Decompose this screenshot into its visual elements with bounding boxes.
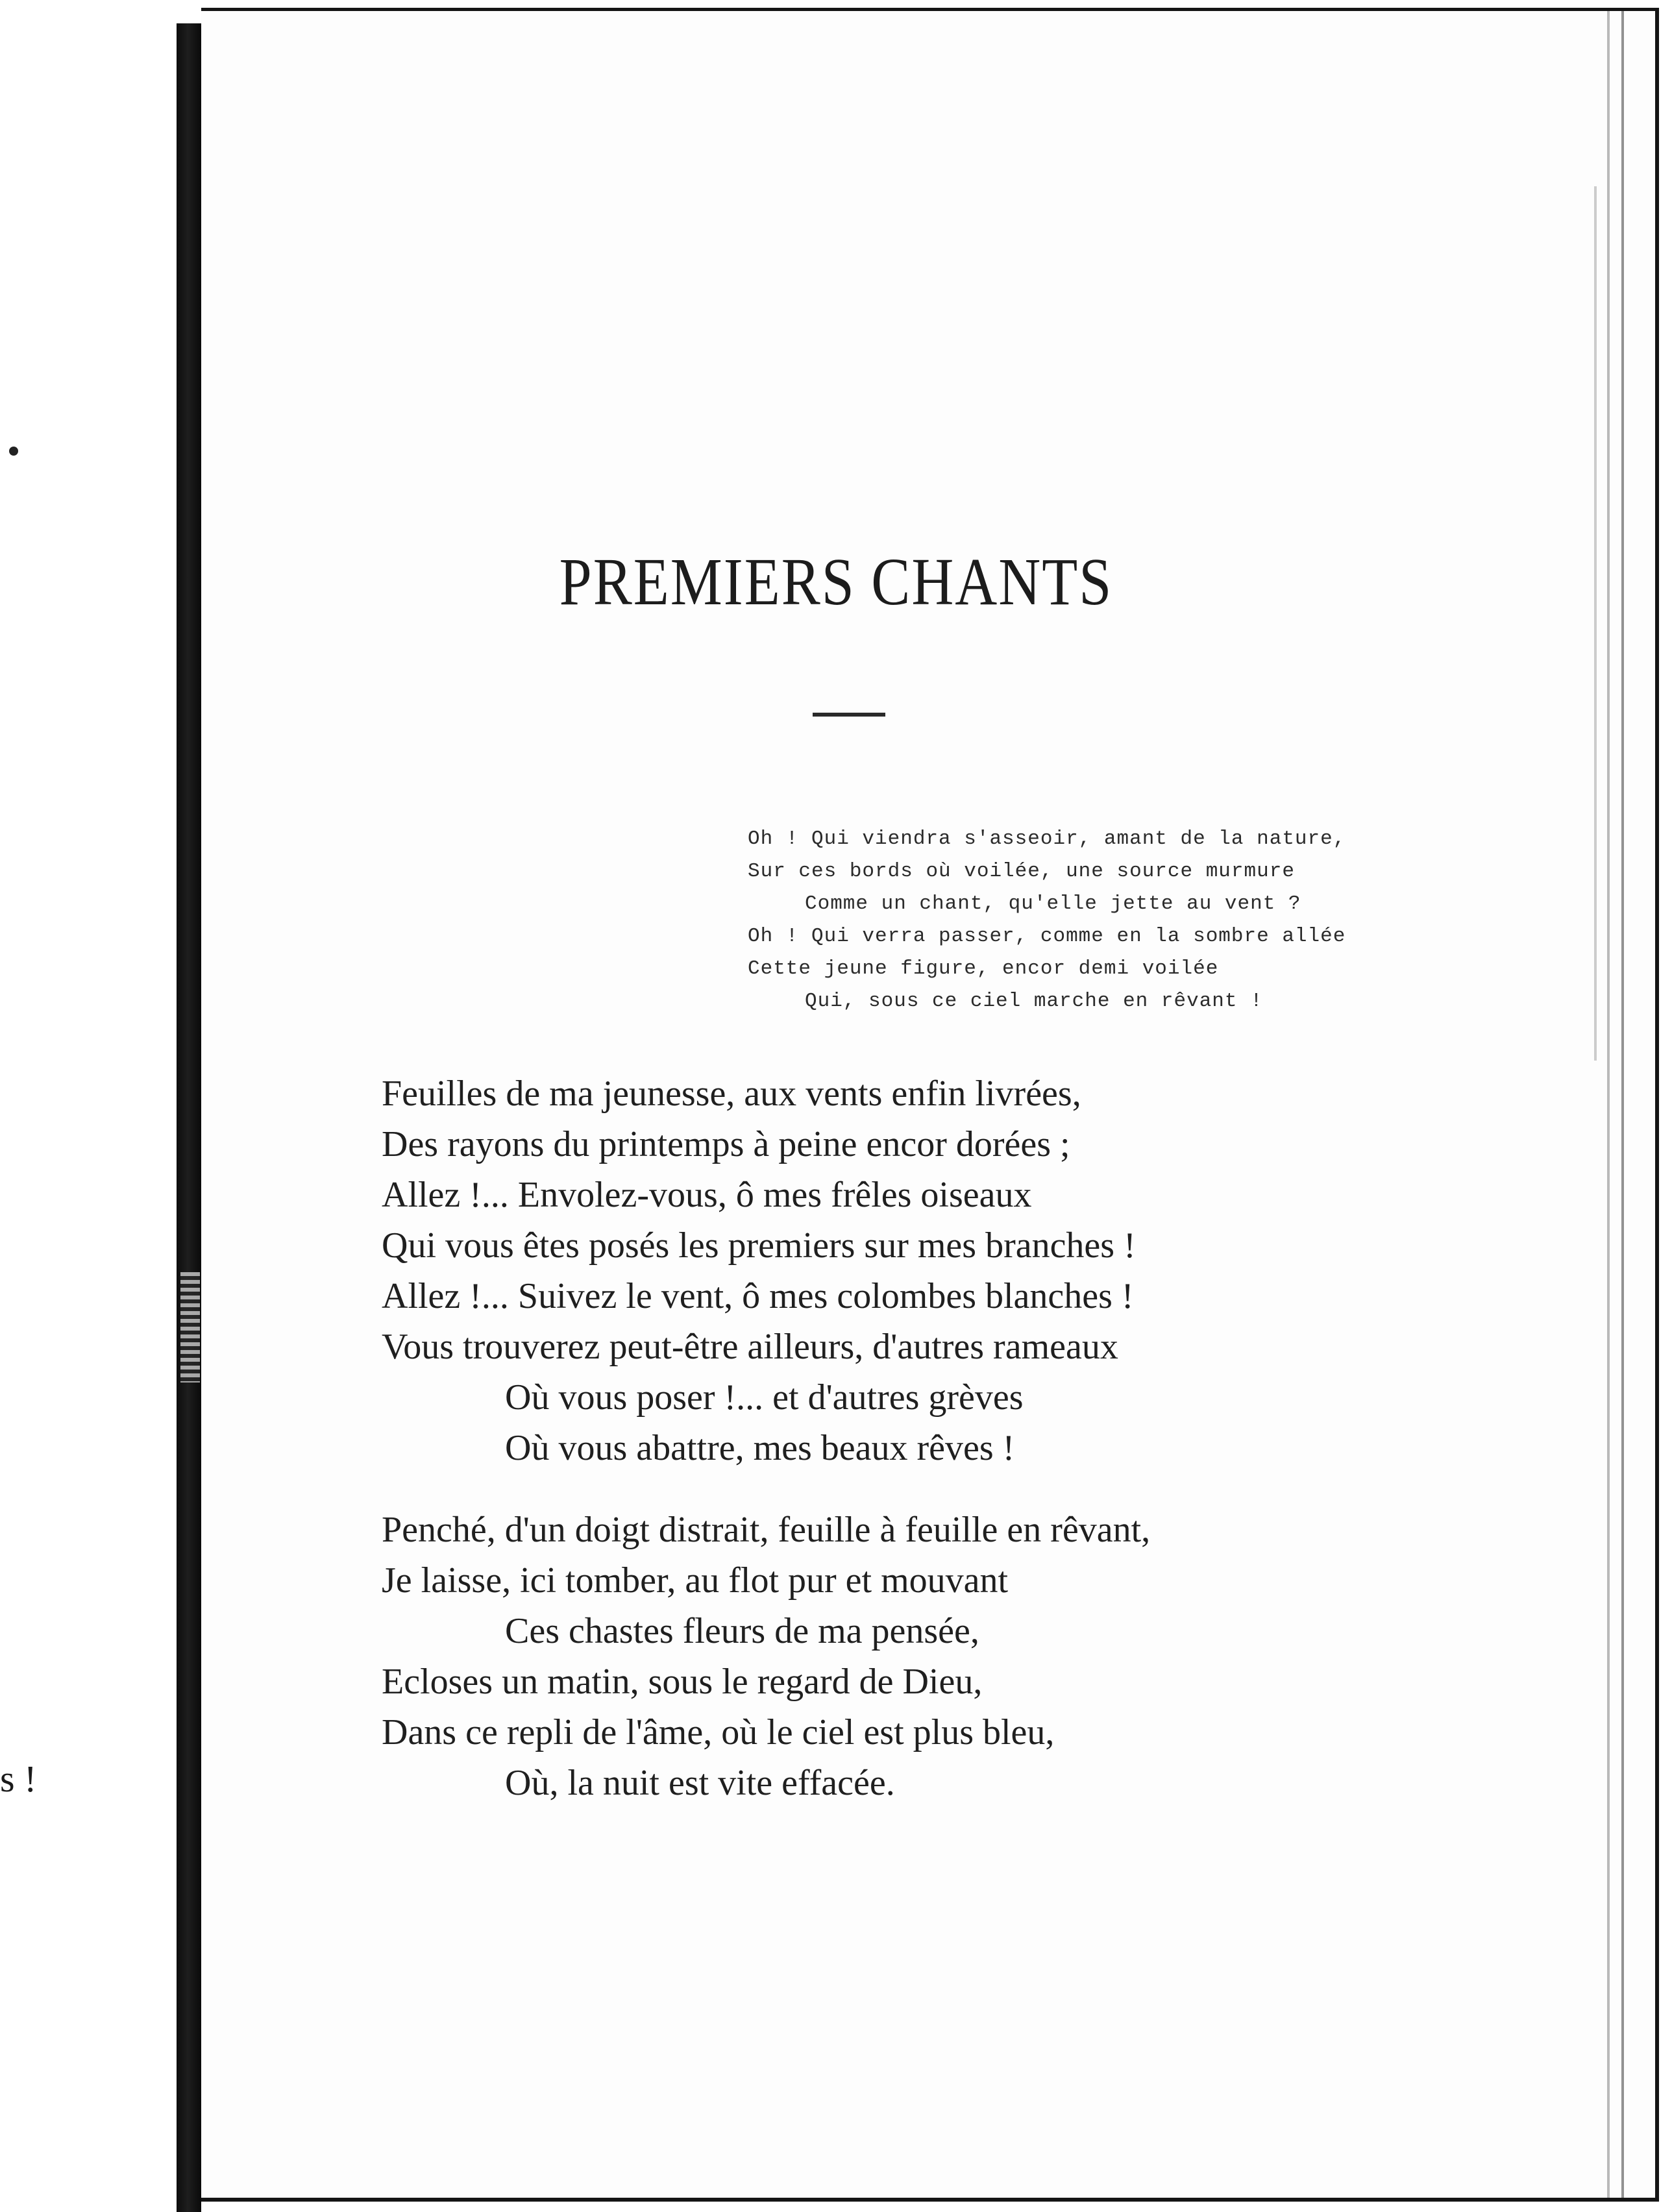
poem-line: Je laisse, ici tomber, au flot pur et mouvant — [382, 1560, 1009, 1601]
previous-page — [0, 0, 182, 2212]
chapter-title: PREMIERS CHANTS — [559, 545, 1113, 620]
poem-line: Ecloses un matin, sous le regard de Dieu, — [382, 1662, 983, 1702]
title-divider-rule — [813, 713, 885, 717]
epigraph-line: Cette jeune figure, encor demi voilée — [748, 957, 1219, 980]
epigraph-line: Oh ! Qui verra passer, comme en la sombre allée — [748, 925, 1346, 948]
poem-line: Feuilles de ma jeunesse, aux vents enfin livrées, — [382, 1074, 1081, 1114]
poem-line: Dans ce repli de l'âme, où le ciel est plus bleu, — [382, 1712, 1055, 1752]
page-edge-line — [1607, 11, 1610, 2198]
binding-stitch-mark — [180, 1272, 200, 1382]
epigraph-line: Comme un chant, qu'elle jette au vent ? — [805, 892, 1301, 915]
poem-line: Où vous poser !... et d'autres grèves — [505, 1377, 1024, 1418]
poem-line: Allez !... Suivez le vent, ô mes colombes blanches ! — [382, 1276, 1134, 1316]
poem-line: Penché, d'un doigt distrait, feuille à feuille en rêvant, — [382, 1510, 1151, 1550]
epigraph — [748, 823, 1346, 1018]
poem-line: Qui vous êtes posés les premiers sur mes branches ! — [382, 1225, 1136, 1266]
book-binding-gutter — [177, 23, 201, 2212]
poem-line: Des rayons du printemps à peine encor dorées ; — [382, 1124, 1070, 1164]
ink-dot — [9, 447, 18, 456]
poem-line: Vous trouverez peut-être ailleurs, d'autres rameaux — [382, 1327, 1118, 1367]
page-edge-line — [1594, 186, 1597, 1061]
epigraph-line: Qui, sous ce ciel marche en rêvant ! — [805, 990, 1263, 1013]
previous-page-text-fragment: s ! — [0, 1758, 37, 1800]
page-edge-line — [1621, 11, 1624, 2198]
epigraph-line: Oh ! Qui viendra s'asseoir, amant de la nature, — [748, 828, 1346, 850]
poem-line: Allez !... Envolez-vous, ô mes frêles oiseaux — [382, 1175, 1032, 1215]
epigraph-line: Sur ces bords où voilée, une source murmure — [748, 860, 1295, 883]
poem-stanza-2 — [382, 1505, 1355, 1808]
poem-line: Où vous abattre, mes beaux rêves ! — [505, 1428, 1015, 1468]
poem-line: Ces chastes fleurs de ma pensée, — [505, 1611, 979, 1651]
poem-stanza-1 — [382, 1068, 1355, 1473]
poem-line: Où, la nuit est vite effacée. — [505, 1763, 895, 1803]
